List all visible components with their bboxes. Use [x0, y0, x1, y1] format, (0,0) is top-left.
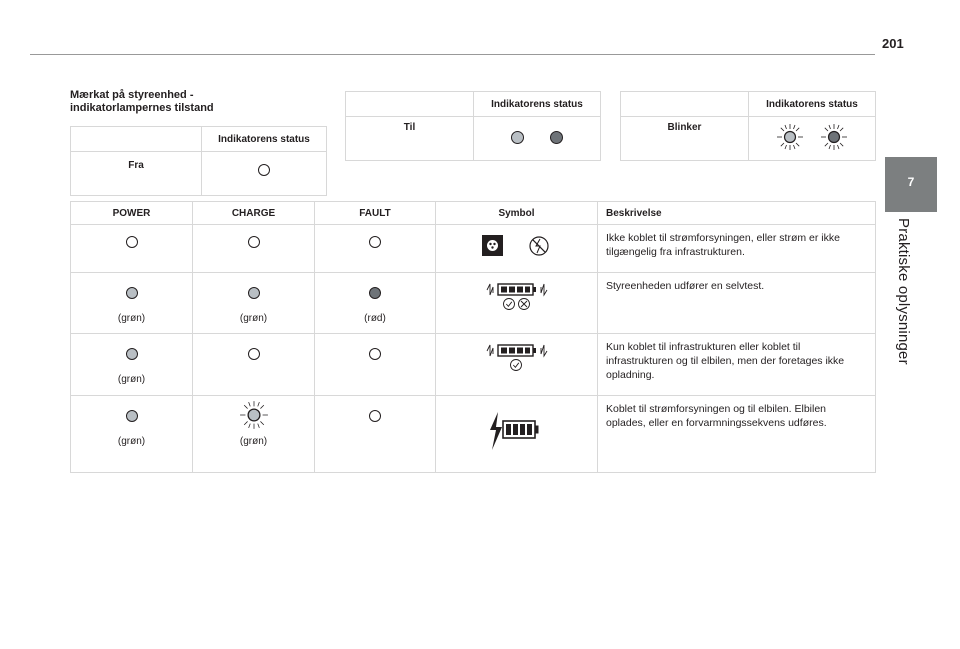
page-heading: Mærkat på styreenhed - indikatorlampernes tilstand	[70, 89, 214, 114]
power-lamp-green-icon	[126, 410, 138, 422]
fault-lamp-off-icon	[369, 410, 381, 422]
table-row	[71, 334, 876, 396]
state-table-on	[345, 91, 601, 161]
lamp-red-icon	[550, 131, 563, 144]
table-row	[71, 273, 876, 334]
col-charge: CHARGE	[193, 202, 315, 225]
power-lamp-green-icon	[126, 348, 138, 360]
status-header: Indikatorens status	[749, 92, 876, 117]
state-table-off	[70, 126, 327, 196]
row-description: Ikke koblet til strømforsyningen, eller strøm er ikke tilgængelig fra infrastrukturen.	[598, 225, 876, 273]
lamp-blink-red-icon	[820, 123, 848, 151]
indicator-table	[70, 201, 876, 473]
caption-green: (grøn)	[117, 313, 146, 324]
charging-symbol-icon	[489, 410, 545, 454]
caption-green: (grøn)	[117, 374, 146, 385]
row-description: Styreenheden udfører en selvtest.	[598, 273, 876, 334]
col-symbol: Symbol	[436, 202, 598, 225]
charge-lamp-blink-icon	[239, 400, 269, 430]
connected-idle-symbol-icon	[485, 342, 549, 372]
caption-green: (grøn)	[239, 436, 268, 447]
row-description: Kun koblet til infrastrukturen eller koblet til infrastrukturen og til elbilen, men der foretages ikke opladning.	[598, 334, 876, 396]
charge-lamp-off-icon	[248, 236, 260, 248]
chapter-number: 7	[907, 175, 915, 189]
caption-red: (rød)	[364, 313, 386, 324]
fault-lamp-off-icon	[369, 236, 381, 248]
col-description: Beskrivelse	[598, 202, 876, 225]
charge-lamp-green-icon	[248, 287, 260, 299]
top-rule	[30, 54, 875, 55]
table-row	[71, 225, 876, 273]
chapter-title: Praktiske oplysninger	[895, 218, 912, 365]
lamp-green-icon	[511, 131, 524, 144]
state-off-label: Fra	[71, 152, 202, 196]
col-fault: FAULT	[315, 202, 436, 225]
charge-lamp-off-icon	[248, 348, 260, 360]
chapter-tab[interactable]	[885, 157, 937, 212]
page-number: 201	[882, 36, 904, 51]
caption-green: (grøn)	[239, 313, 268, 324]
row-description: Koblet til strømforsyningen og til elbilen. Elbilen oplades, eller en forvarmningssekvens udføres.	[598, 396, 876, 473]
power-lamp-off-icon	[126, 236, 138, 248]
col-power: POWER	[71, 202, 193, 225]
state-table-blink	[620, 91, 876, 161]
fault-lamp-red-icon	[369, 287, 381, 299]
state-blink-label: Blinker	[621, 117, 749, 161]
lamp-blink-green-icon	[776, 123, 804, 151]
caption-green: (grøn)	[117, 436, 146, 447]
power-lamp-green-icon	[126, 287, 138, 299]
not-connected-symbol-icon	[482, 233, 552, 259]
status-header: Indikatorens status	[202, 127, 327, 152]
status-header: Indikatorens status	[474, 92, 601, 117]
table-row	[71, 396, 876, 473]
lamp-off-icon	[258, 164, 270, 176]
state-on-label: Til	[346, 117, 474, 161]
self-test-symbol-icon	[485, 281, 549, 311]
fault-lamp-off-icon	[369, 348, 381, 360]
